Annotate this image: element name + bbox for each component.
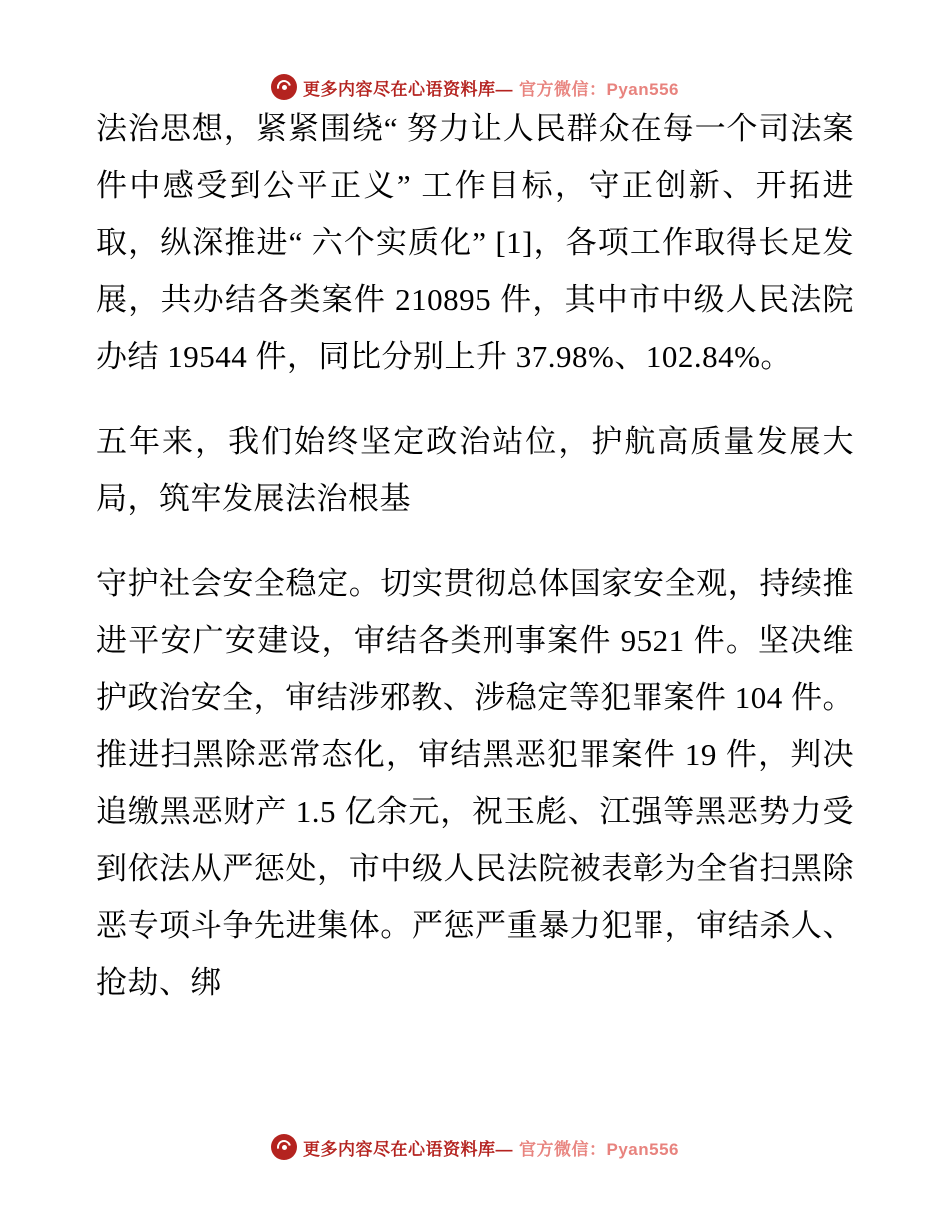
watermark-text-primary: 更多内容尽在心语资料库— [303, 79, 513, 99]
circle-swirl-logo-icon [271, 1134, 297, 1160]
watermark-text-secondary: 官方微信：Pyan556 [519, 1139, 679, 1159]
paragraph-2: 五年来，我们始终坚定政治站位，护航高质量发展大局，筑牢发展法治根基 [96, 424, 854, 516]
document-body [0, 100, 950, 1134]
watermark-text-primary: 更多内容尽在心语资料库— [303, 1139, 513, 1159]
watermark-header [0, 74, 950, 100]
circle-swirl-logo-icon [271, 74, 297, 100]
paragraph-3: 守护社会安全稳定。切实贯彻总体国家安全观，持续推进平安广安建设，审结各类刑事案件 9521 件。坚决维护政治安全，审结涉邪教、涉稳定等犯罪案件 104 件。推进扫黑除恶常态化，审结黑恶犯罪案件 19 件，判决追缴黑恶财产 1.5 亿余元，祝玉彪、江强等黑恶势力受到依法从严惩处，市中级人民法院被表彰为全省扫黑除恶专项斗争先进集体。严惩严重暴力犯罪，审结杀人、抢劫、绑 [96, 566, 854, 1000]
watermark-footer [0, 1134, 950, 1160]
paragraph-1: 法治思想，紧紧围绕“ 努力让人民群众在每一个司法案件中感受到公平正义” 工作目标，守正创新、开拓进取，纵深推进“ 六个实质化” [1]，各项工作取得长足发展，共办结各类案件 210895 件，其中市中级人民法院办结 19544 件，同比分别上升 37.98%、102.84%。 [96, 111, 854, 374]
watermark-text-secondary: 官方微信：Pyan556 [519, 79, 679, 99]
